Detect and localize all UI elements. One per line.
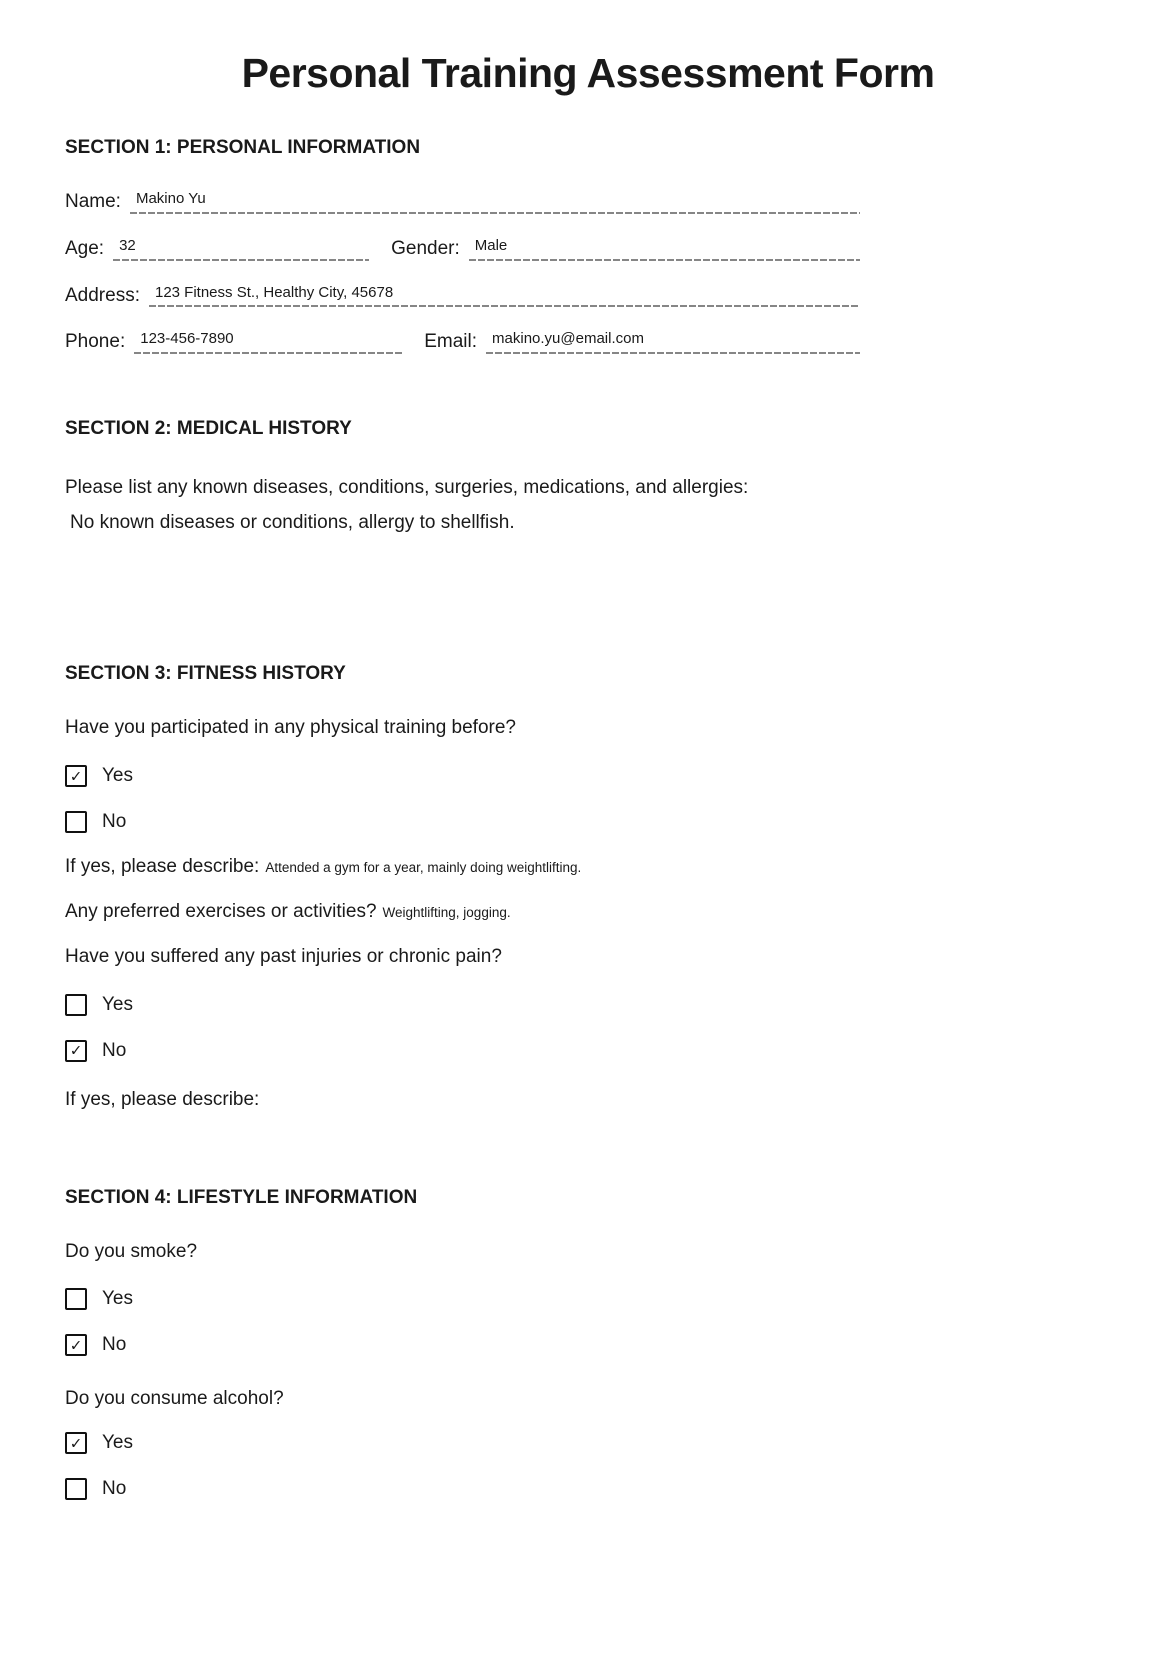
alcohol-no-label: No — [102, 1478, 127, 1500]
form-content — [65, 137, 860, 1670]
injuries-no-checkbox[interactable] — [65, 1040, 87, 1062]
section1-heading: SECTION 1: PERSONAL INFORMATION — [65, 137, 421, 158]
describe-injuries-row — [65, 1089, 860, 1111]
alcohol-yes-checkbox[interactable] — [65, 1432, 87, 1454]
smoke-yes-checkbox[interactable] — [65, 1288, 87, 1310]
preferred-exercises-row — [65, 901, 860, 923]
section4-heading: SECTION 4: LIFESTYLE INFORMATION — [65, 1186, 418, 1208]
injuries-no-label: No — [102, 1039, 127, 1061]
checkmark-icon: ✓ — [69, 1435, 83, 1453]
alcohol-no-checkbox[interactable] — [65, 1478, 87, 1500]
injuries-yes-option[interactable] — [65, 994, 860, 1016]
preferred-exercises-label: Any preferred exercises or activities? — [65, 901, 377, 923]
phone-input[interactable] — [134, 326, 402, 354]
preferred-exercises-value[interactable]: Weightlifting, jogging. — [382, 905, 511, 921]
question-injuries: Have you suffered any past injuries or chronic pain? — [65, 946, 502, 968]
name-label: Name: — [65, 191, 121, 212]
question-smoke: Do you smoke? — [65, 1240, 198, 1262]
alcohol-no-option[interactable] — [65, 1478, 860, 1500]
smoke-no-label: No — [102, 1334, 127, 1356]
checkmark-icon: ✓ — [69, 1337, 83, 1355]
participated-yes-checkbox[interactable] — [65, 765, 87, 787]
age-value: 32 — [119, 236, 136, 254]
participated-no-option[interactable] — [65, 811, 860, 833]
participated-no-label: No — [102, 811, 127, 833]
section2-heading: SECTION 2: MEDICAL HISTORY — [65, 418, 352, 439]
address-row — [65, 280, 860, 308]
describe-injuries-label: If yes, please describe: — [65, 1088, 260, 1110]
name-row — [65, 186, 860, 214]
checkmark-icon: ✓ — [69, 768, 83, 786]
participated-yes-label: Yes — [102, 765, 133, 787]
page-title: Personal Training Assessment Form — [241, 50, 935, 96]
name-value: Makino Yu — [135, 190, 206, 207]
email-input[interactable] — [486, 326, 860, 354]
bottom-whitespace — [65, 1500, 860, 1670]
participated-no-checkbox[interactable] — [65, 811, 87, 833]
participated-yes-option[interactable] — [65, 765, 860, 787]
age-gender-row — [65, 233, 860, 261]
smoke-yes-option[interactable] — [65, 1288, 860, 1310]
smoke-no-option[interactable] — [65, 1334, 860, 1356]
age-input[interactable] — [113, 233, 369, 261]
phone-label: Phone: — [65, 331, 126, 353]
gender-value: Male — [474, 236, 508, 254]
alcohol-yes-label: Yes — [102, 1432, 133, 1454]
name-input[interactable] — [130, 186, 860, 214]
phone-email-row — [65, 326, 860, 354]
phone-value: 123-456-7890 — [140, 330, 234, 348]
address-label: Address: — [65, 284, 140, 306]
question-alcohol: Do you consume alcohol? — [65, 1388, 284, 1410]
injuries-yes-label: Yes — [102, 993, 133, 1015]
email-value: makino.yu@email.com — [492, 330, 644, 348]
injuries-yes-checkbox[interactable] — [65, 994, 87, 1016]
medical-history-prompt: Please list any known diseases, conditions, surgeries, medications, and allergies: — [65, 477, 749, 498]
question-participated: Have you participated in any physical training before? — [65, 717, 516, 739]
section3-heading: SECTION 3: FITNESS HISTORY — [65, 663, 346, 685]
smoke-yes-label: Yes — [102, 1288, 133, 1310]
email-label: Email: — [424, 331, 478, 353]
age-label: Age: — [65, 237, 105, 259]
gender-input[interactable] — [469, 233, 860, 261]
smoke-no-checkbox[interactable] — [65, 1334, 87, 1356]
describe-participated-value[interactable]: Attended a gym for a year, mainly doing weightlifting. — [265, 860, 582, 876]
describe-participated-row — [65, 856, 860, 878]
medical-history-answer[interactable]: No known diseases or conditions, allergy to shellfish. — [70, 511, 515, 533]
injuries-no-option[interactable] — [65, 1040, 860, 1062]
checkmark-icon: ✓ — [69, 1042, 83, 1060]
describe-participated-label: If yes, please describe: — [65, 856, 260, 878]
address-input[interactable] — [149, 280, 860, 308]
address-value: 123 Fitness St., Healthy City, 45678 — [154, 283, 394, 301]
gender-label: Gender: — [391, 237, 460, 259]
alcohol-yes-option[interactable] — [65, 1432, 860, 1454]
